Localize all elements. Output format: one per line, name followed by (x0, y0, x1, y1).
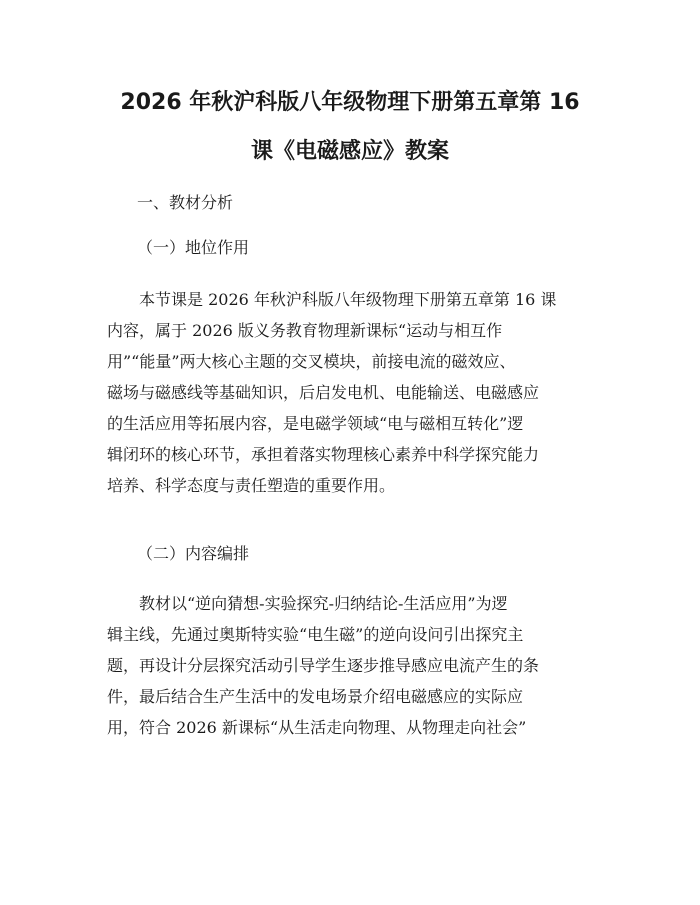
paragraph-content-arrangement (107, 588, 597, 743)
paragraph-line: 题，再设计分层探究活动引导学生逐步推导感应电流产生的条 (107, 656, 540, 675)
subsection-heading-role: （一）地位作用 (137, 238, 250, 257)
paragraph-line: 本节课是 2026 年秋沪科版八年级物理下册第五章第 16 课 (139, 290, 557, 309)
paragraph-line: 的生活应用等拓展内容，是电磁学领域“电与磁相互转化”逻 (107, 414, 524, 433)
paragraph-role (107, 284, 597, 501)
document-title-line-1: 2026 年秋沪科版八年级物理下册第五章第 16 (120, 90, 580, 115)
document-title-line-2: 课《电磁感应》教案 (250, 139, 449, 164)
subsection-heading-content-arrangement: （二）内容编排 (137, 544, 250, 563)
paragraph-line: 磁场与磁感线等基础知识，后启发电机、电能输送、电磁感应 (107, 383, 540, 402)
paragraph-line: 辑闭环的核心环节，承担着落实物理核心素养中科学探究能力 (107, 445, 540, 464)
paragraph-line: 用，符合 2026 新课标“从生活走向物理、从物理走向社会” (107, 718, 527, 737)
paragraph-line: 件，最后结合生产生活中的发电场景介绍电磁感应的实际应 (107, 687, 524, 706)
paragraph-line: 辑主线，先通过奥斯特实验“电生磁”的逆向设问引出探究主 (107, 625, 524, 644)
paragraph-line: 教材以“逆向猜想-实验探究-归纳结论-生活应用”为逻 (139, 594, 508, 613)
paragraph-line: 内容，属于 2026 版义务教育物理新课标“运动与相互作 (107, 321, 503, 340)
paragraph-line: 培养、科学态度与责任塑造的重要作用。 (107, 476, 396, 495)
section-heading-textbook-analysis: 一、教材分析 (137, 193, 234, 212)
paragraph-line: 用”“能量”两大核心主题的交叉模块，前接电流的磁效应、 (107, 352, 516, 371)
